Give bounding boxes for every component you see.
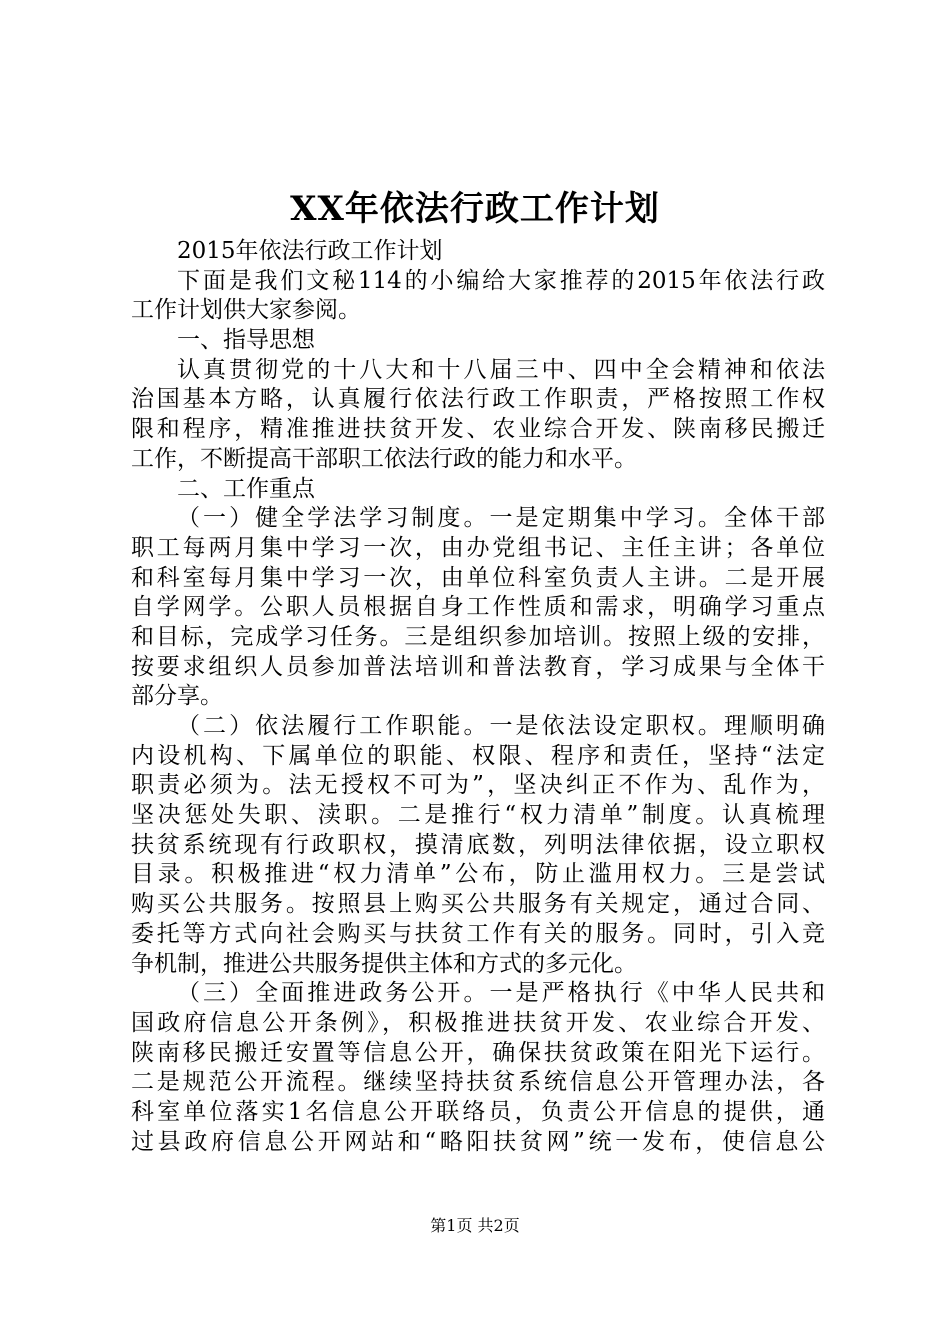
text-line: 国政府信息公开条例》，积极推进扶贫开发、农业综合开发、 xyxy=(131,1009,825,1036)
text-line: （二）依法履行工作职能。一是依法设定职权。理顺明确 xyxy=(177,713,825,739)
page-footer: 第1页 共2页 xyxy=(430,1216,520,1235)
text-line: 限和程序，精准推进扶贫开发、农业综合开发、陕南移民搬迁 xyxy=(131,416,825,443)
text-line: 争机制，推进公共服务提供主体和方式的多元化。 xyxy=(131,950,637,977)
text-line: 2015年依法行政工作计划 xyxy=(177,238,443,264)
text-line: 坚决惩处失职、渎职。二是推行“权力清单”制度。认真梳理 xyxy=(131,802,825,829)
text-line: 陕南移民搬迁安置等信息公开，确保扶贫政策在阳光下运行。 xyxy=(131,1039,825,1066)
text-line: 按要求组织人员参加普法培训和普法教育，学习成果与全体干 xyxy=(131,653,825,680)
text-line: 职责必须为。法无授权不可为”，坚决纠正不作为、乱作为， xyxy=(131,772,825,799)
text-line: 部分享。 xyxy=(131,683,223,710)
text-line: 科室单位落实1名信息公开联络员，负责公开信息的提供，通 xyxy=(131,1098,825,1125)
document-body xyxy=(131,237,825,1157)
text-line: 委托等方式向社会购买与扶贫工作有关的服务。同时，引入竞 xyxy=(131,920,825,947)
text-line: 下面是我们文秘114的小编给大家推荐的2015年依法行政 xyxy=(177,267,825,294)
text-line: 二是规范公开流程。继续坚持扶贫系统信息公开管理办法，各 xyxy=(131,1069,825,1096)
text-line: （三）全面推进政务公开。一是严格执行《中华人民共和 xyxy=(177,980,825,1007)
text-line: 过县政府信息公开网站和“略阳扶贫网”统一发布，使信息公 xyxy=(131,1128,825,1155)
text-line: （一）健全学法学习制度。一是定期集中学习。全体干部 xyxy=(177,505,825,532)
text-line: 认真贯彻党的十八大和十八届三中、四中全会精神和依法 xyxy=(177,356,825,383)
text-line: 内设机构、下属单位的职能、权限、程序和责任，坚持“法定 xyxy=(131,742,825,769)
text-line: 治国基本方略，认真履行依法行政工作职责，严格按照工作权 xyxy=(131,386,825,413)
text-line: 目录。积极推进“权力清单”公布，防止滥用权力。三是尝试 xyxy=(131,861,825,888)
text-line: 和目标，完成学习任务。三是组织参加培训。按照上级的安排， xyxy=(131,623,825,650)
text-line: 自学网学。公职人员根据自身工作性质和需求，明确学习重点 xyxy=(131,594,825,621)
text-line: 职工每两月集中学习一次，由办党组书记、主任主讲；各单位 xyxy=(131,534,825,561)
text-line: 二、工作重点 xyxy=(177,475,315,502)
document-title: XX年依法行政工作计划 xyxy=(290,189,660,229)
text-line: 工作计划供大家参阅。 xyxy=(131,297,361,324)
text-line: 扶贫系统现有行政职权，摸清底数，列明法律依据，设立职权 xyxy=(131,831,825,858)
text-line: 购买公共服务。按照县上购买公共服务有关规定，通过合同、 xyxy=(131,891,825,918)
text-line: 一、指导思想 xyxy=(177,327,315,354)
text-line: 工作，不断提高干部职工依法行政的能力和水平。 xyxy=(131,445,637,472)
text-line: 和科室每月集中学习一次，由单位科室负责人主讲。二是开展 xyxy=(131,564,825,591)
